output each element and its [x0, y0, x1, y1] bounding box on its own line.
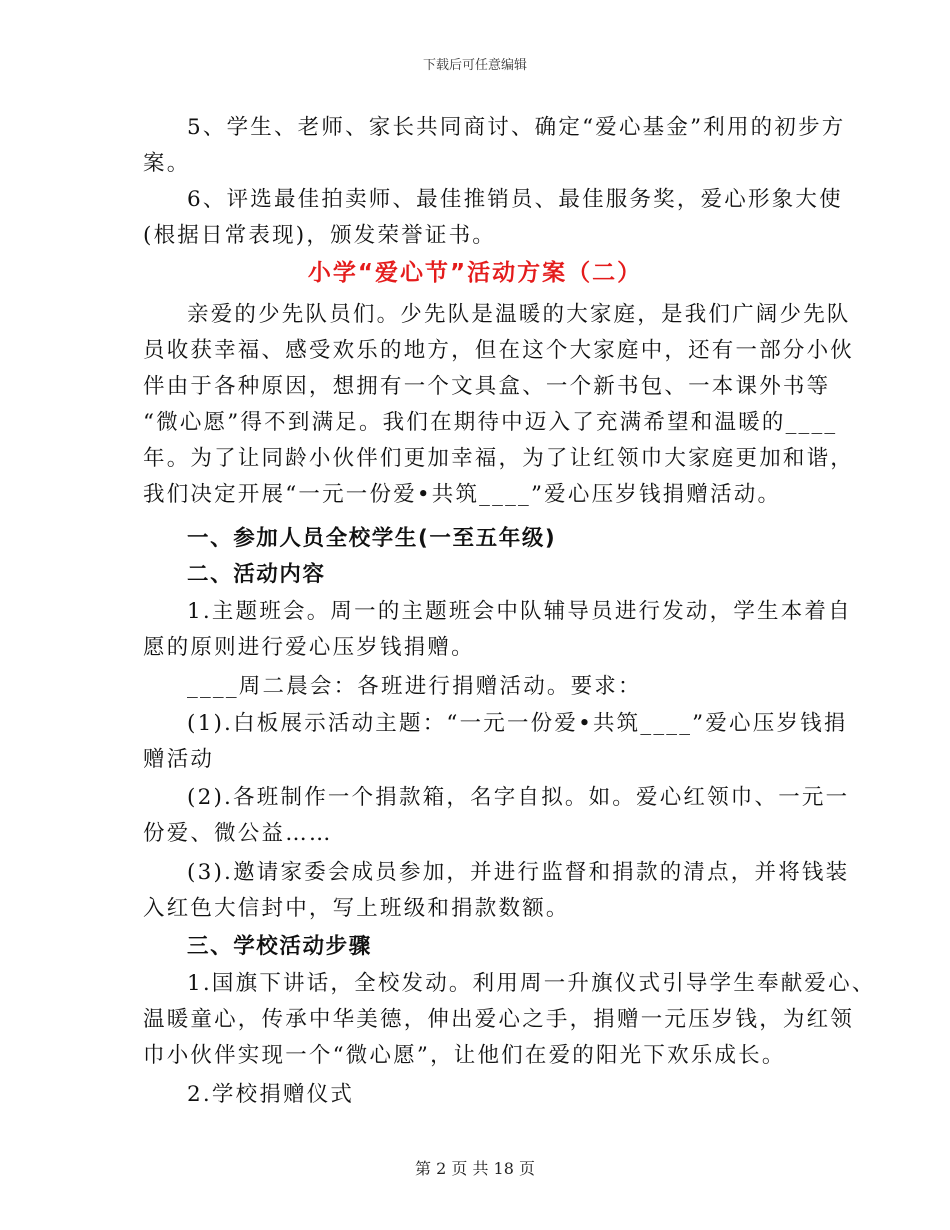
text-line: 5、学生、老师、家长共同商讨、确定“爱心基金”利用的初步方: [187, 115, 846, 140]
heading-school-steps: 三、学校活动步骤: [187, 934, 372, 959]
text-line: 赠活动: [143, 747, 215, 772]
text-line: 1.主题班会。周一的主题班会中队辅导员进行发动，学生本着自: [187, 599, 852, 624]
section-title: 小学“爱心节”活动方案（二）: [307, 260, 643, 286]
text-line: 份爱、微公益……: [143, 821, 333, 846]
text-line: 亲爱的少先队员们。少先队是温暖的大家庭，是我们广阔少先队: [187, 302, 851, 327]
text-line: 愿的原则进行爱心压岁钱捐赠。: [143, 635, 475, 660]
text-line: (根据日常表现)，颁发荣誉证书。: [143, 223, 496, 248]
text-line: “微心愿”得不到满足。我们在期待中迈入了充满希望和温暖的____: [143, 410, 838, 435]
text-line: (3).邀请家委会成员参加，并进行监督和捐款的清点，并将钱装: [187, 860, 850, 885]
text-line: 入红色大信封中，写上班级和捐款数额。: [143, 896, 570, 921]
heading-participants: 一、参加人员全校学生(一至五年级): [187, 526, 557, 551]
text-line: 巾小伙伴实现一个“微心愿”，让他们在爱的阳光下欢乐成长。: [143, 1043, 786, 1068]
text-line: 1.国旗下讲话，全校发动。利用周一升旗仪式引导学生奉献爱心、: [187, 971, 876, 996]
text-line: (2).各班制作一个捐款箱，名字自拟。如。爱心红领巾、一元一: [187, 785, 850, 810]
text-line: 我们决定开展“一元一份爱•共筑____”爱心压岁钱捐赠活动。: [143, 482, 782, 507]
text-line: 6、评选最佳拍卖师、最佳推销员、最佳服务奖，爱心形象大使: [187, 187, 843, 212]
text-line: 员收获幸福、感受欢乐的地方，但在这个大家庭中，还有一部分小伙: [143, 338, 855, 363]
text-line: 伴由于各种原因，想拥有一个文具盒、一个新书包、一本课外书等: [143, 374, 831, 399]
page-header-note: 下载后可任意编辑: [422, 58, 527, 73]
text-line: 温暖童心，传承中华美德，伸出爱心之手，捐赠一元压岁钱，为红领: [143, 1007, 855, 1032]
text-line: 案。: [143, 151, 191, 176]
heading-activity-content: 二、活动内容: [187, 562, 326, 587]
text-line: ____周二晨会：各班进行捐赠活动。要求：: [187, 674, 642, 699]
text-line: 2.学校捐赠仪式: [187, 1082, 355, 1107]
page-number: 第 2 页 共 18 页: [415, 1159, 535, 1178]
text-line: 年。为了让同龄小伙伴们更加幸福，为了让红领巾大家庭更加和谐，: [143, 446, 855, 471]
text-line: (1).白板展示活动主题：“一元一份爱•共筑____”爱心压岁钱捐: [187, 711, 848, 736]
